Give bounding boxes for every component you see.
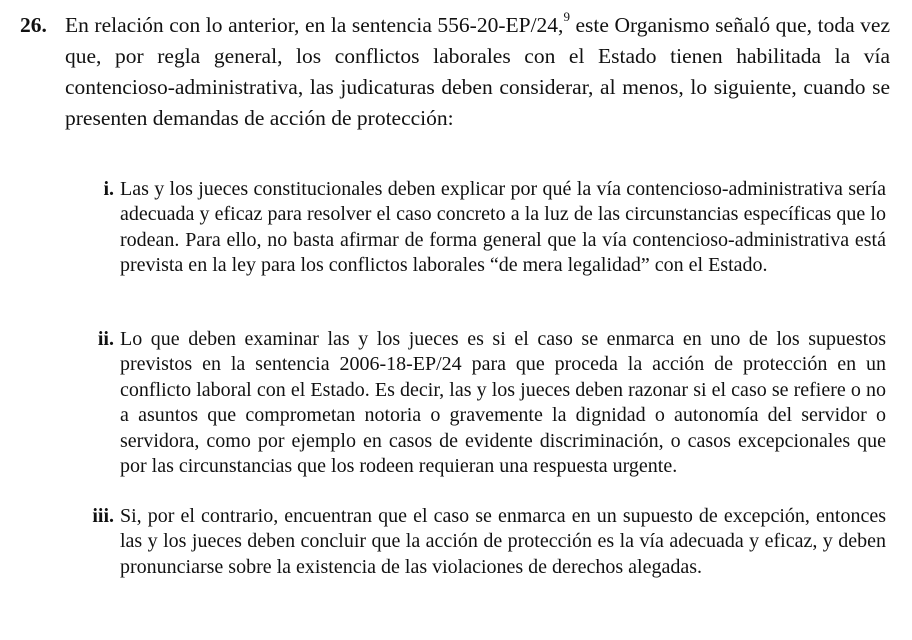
paragraph-text-end: este Organismo señaló que, toda vez que, por regla general, los conflictos laborales con el Estado tienen habilitada la vía contencioso-administrativa, las judicaturas deben considerar, al menos, lo siguiente, cuando se presenten demandas de acción de protección: (65, 13, 890, 130)
paragraph-26 (20, 10, 890, 134)
list-item-text: Las y los jueces constitucionales deben explicar por qué la vía contencioso-administrativa sería adecuada y eficaz para resolver el caso concreto a la luz de las circunstancias específicas que lo rodean. Para ello, no basta afirmar de forma general que la vía contencioso-administrativa está prevista en la ley para los conflictos laborales “de mera legalidad” con el Estado. (120, 178, 886, 277)
list-item-iii (72, 504, 886, 580)
footnote-reference[interactable]: 9 (563, 8, 570, 24)
list-item-label: iii. (92, 505, 114, 527)
paragraph-number: 26. (20, 13, 47, 37)
list-item-i (72, 177, 886, 279)
paragraph-text-start: En relación con lo anterior, en la sentencia 556-20-EP/24, (65, 13, 564, 37)
list-item-text: Lo que deben examinar las y los jueces es si el caso se enmarca en uno de los supuestos previstos en la sentencia 2006-18-EP/24 para que proceda la acción de protección en un conflicto laboral con el Estado. Es decir, las y los jueces deben razonar si el caso se refiere o no a asuntos que comprometan notoria o gravemente la dignidad o autonomía del servidor o servidora, como por ejemplo en casos de evidente discriminación, o casos excepcionales que por las circunstancias que los rodeen requieran una respuesta urgente. (120, 328, 886, 478)
list-item-text: Si, por el contrario, encuentran que el caso se enmarca en un supuesto de excepción, entonces las y los jueces deben concluir que la acción de protección es la vía adecuada y eficaz, y deben pronunciarse sobre la existencia de las violaciones de derechos alegadas. (120, 505, 886, 578)
paragraph-text (65, 10, 890, 134)
list-item-ii (72, 327, 886, 479)
list-item-label: i. (103, 178, 114, 200)
list-item-label: ii. (97, 328, 114, 350)
